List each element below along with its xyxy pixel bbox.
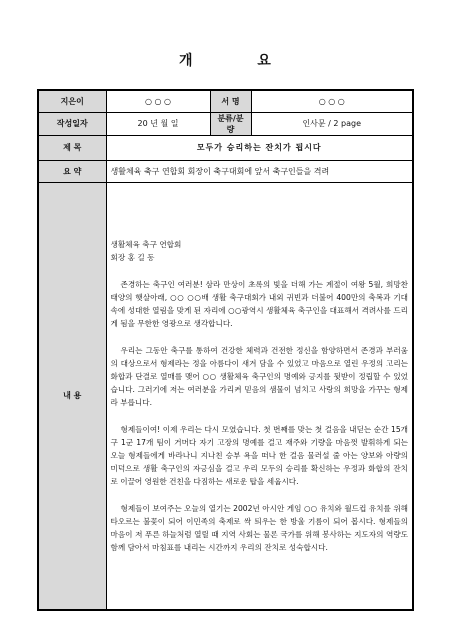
date-value: 20 년 월 일 [106, 112, 210, 135]
paragraph: 우리는 그동안 축구를 통하여 건강한 체력과 건전한 정신을 함양하면서 존경과 부러움의 대상으로서 형제라는 정을 아름다이 새겨 담을 수 있었고 마음으로 열린 우정의 고리는 화합과 단결로 열매를 맺어 ○○ 생활체육 축구인의 명예와 긍지를 뒷받이 정립할 수 있었습니다. 그러기에 저는 여러분을 가리켜 믿음의 샘물이 넘치고 사랑의 희망을 가꾸는 형제라 부릅니다. [110, 345, 408, 407]
summary-form-table [37, 89, 414, 611]
category-label: 분류/분량 [210, 112, 251, 135]
author-label: 지은이 [38, 90, 106, 112]
summary-label: 요 약 [38, 160, 106, 182]
paragraph: 존경하는 축구인 여러분! 삼라 만상이 초록의 빛을 더해 가는 계절이 여왕 5월, 희망찬 태양의 햇살아래, ○○ ○○배 생활 축구대회가 내외 귀빈과 더불어 400만의 축복과 기대 속에 성대한 열림을 맞게 된 자리에 ○○광역시 생활체육 축구인을 대표해서 격려사를 드리게 됨을 무한한 영광으로 생각합니다. [110, 279, 408, 328]
summary-value: 생활체육 축구 연합회 회장이 축구대회에 앞서 축구인들을 격려 [106, 160, 413, 182]
content-label: 내 용 [38, 182, 106, 610]
summary-row [38, 160, 413, 182]
paragraph: 형제들이여! 이제 우리는 다시 모였습니다. 첫 번째를 맞는 첫 걸음을 내딛는 순간 15개구 1군 17개 팀이 거머다 자기 고장의 명예를 걸고 재주와 기량을 마음껏 발휘하게 되는 오늘 형제들에게 바라나니 지나친 승부 욕을 떠나 한 걸음 물러설 줄 아는 양보와 아량의 미덕으로 생활 축구인의 자긍심을 걸고 우리 모두의 승리를 확신하는 우정과 화합의 잔치로 이끌어 영원한 건친을 다짐하는 새로운 탑을 세웁시다. [110, 424, 408, 486]
date-label: 작성일자 [38, 112, 106, 135]
document-title: 개 요 [179, 53, 301, 69]
subject-value: 모두가 승리하는 잔치가 됩시다 [106, 135, 413, 160]
subject-row [38, 135, 413, 160]
date-row [38, 112, 413, 135]
name-value: ○ ○ ○ [251, 90, 413, 112]
signature-name: 회장 홍 길 동 [110, 252, 155, 262]
author-value: ○ ○ ○ [106, 90, 210, 112]
category-value: 인사문 / 2 page [251, 112, 413, 135]
content-body [106, 182, 413, 610]
name-label: 서 명 [210, 90, 251, 112]
paragraph: 형제들이 보여주는 오늘의 열기는 2002년 아시안 게임 ○○ 유치와 월드컵 유치를 위해 타오르는 불꽃이 되어 이민족의 축제로 싹 틔우는 한 방울 기름이 되어 봅시다. 형제들의 마음이 저 푸른 하늘처럼 열릴 때 지역 사회는 물론 국가를 위해 봉사하는 지도자의 역량도 함께 담아서 마침표를 내리는 시간까지 우리의 잔치로 성숙합시다. [110, 503, 408, 552]
content-row [38, 182, 413, 610]
signature-org: 생활체육 축구 연합회 [110, 239, 182, 249]
author-row [38, 90, 413, 112]
subject-label: 제 목 [38, 135, 106, 160]
